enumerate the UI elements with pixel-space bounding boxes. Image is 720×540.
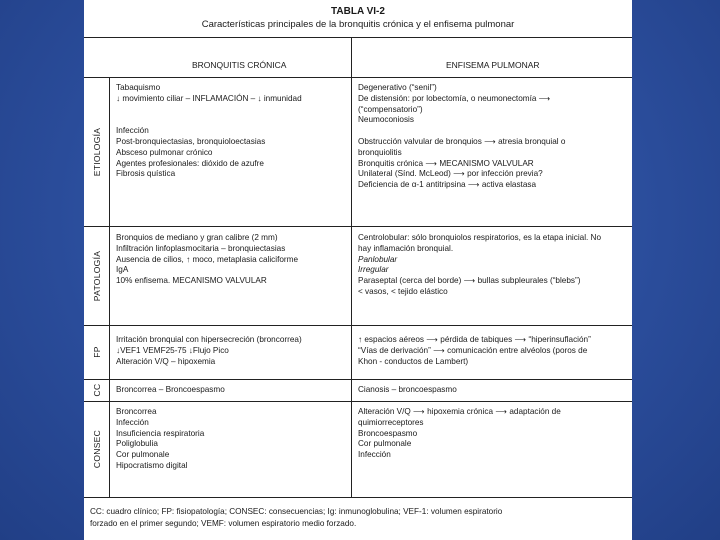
- patologia-enfisema-cell: [358, 233, 601, 298]
- cell-line: Post-bronquiectasias, bronquioloectasias: [116, 136, 266, 146]
- cell-line: (“compensatorio”): [358, 104, 423, 114]
- column-header-enfisema: ENFISEMA PULMONAR: [446, 60, 540, 70]
- cell-line: Cianosis – broncoespasmo: [358, 385, 457, 394]
- cell-line: Degenerativo (“senil”): [358, 83, 437, 92]
- patologia-bronquitis-cell: [116, 233, 298, 287]
- cell-line: ↑ espacios aéreos ⟶ pérdida de tabiques ⟶ “hiperinsuflación”: [358, 335, 591, 344]
- cell-line: Alteración V/Q ⟶ hipoxemia crónica ⟶ adaptación de: [358, 407, 561, 416]
- cell-line: Infección: [358, 450, 391, 460]
- cell-line: Infiltración linfoplasmocitaria – bronquiectasias: [116, 243, 286, 253]
- cell-line: Infección: [116, 126, 149, 136]
- rule-cc: [84, 401, 632, 402]
- cell-line: Khon - conductos de Lambert): [358, 356, 469, 366]
- cell-line: Paraseptal (cerca del borde) ⟶ bullas subpleurales (“blebs”): [358, 276, 581, 286]
- etiologia-enfisema-cell: [358, 83, 565, 191]
- cell-line: Broncorrea: [116, 407, 157, 416]
- cell-line: Broncoespasmo: [358, 428, 418, 438]
- cell-line: “Vías de derivación” ⟶ comunicación entre alvéolos (poros de: [358, 345, 588, 355]
- cell-line: Broncorrea – Broncoespasmo: [116, 385, 225, 394]
- cell-line: bronquiolitis: [358, 147, 402, 157]
- cell-line: Panlobular: [358, 254, 398, 264]
- fp-bronquitis-cell: [116, 335, 302, 367]
- rule-top: [84, 37, 632, 38]
- cell-line: Deficiencia de α-1 antitripsina ⟶ activa elastasa: [358, 180, 537, 190]
- table-title: TABLA VI-2: [331, 6, 385, 17]
- fp-enfisema-cell: [358, 335, 591, 367]
- cell-line: Agentes profesionales: dióxido de azufre: [116, 158, 264, 168]
- cc-bronquitis-cell: [116, 385, 225, 396]
- cell-line: Infección: [116, 417, 149, 427]
- row-label-patologia: PATOLOGÍA: [92, 250, 102, 302]
- cell-line: Obstrucción valvular de bronquios ⟶ atresia bronquial o: [358, 136, 566, 146]
- cell-line: Poliglobulia: [116, 439, 158, 449]
- table-footnote: [90, 506, 626, 530]
- cell-line: Tabaquismo: [116, 83, 161, 92]
- rule-header: [84, 77, 632, 78]
- cell-line: < vasos, < tejido elástico: [358, 286, 448, 296]
- cell-line: Neumoconiosis: [358, 115, 414, 125]
- cell-line: Centrolobular: sólo bronquiolos respiratorios, es la etapa inicial. No: [358, 233, 602, 242]
- cell-line: Irritación bronquial con hipersecreción (broncorrea): [116, 335, 302, 344]
- cell-line: Unilateral (Sínd. McLeod) ⟶ por infección previa?: [358, 169, 543, 179]
- footnote-line: CC: cuadro clínico; FP: fisiopatología; CONSEC: consecuencias; Ig: inmunoglobulina; VEF-1: volumen espiratorio: [90, 507, 503, 516]
- rule-patologia: [84, 325, 632, 326]
- cell-line: Cor pulmonale: [116, 450, 170, 460]
- etiologia-bronquitis-cell: [116, 83, 302, 180]
- cell-line: De distensión: por lobectomía, o neumonectomía ⟶: [358, 93, 551, 103]
- table-subtitle: Características principales de la bronquitis crónica y el enfisema pulmonar: [201, 19, 515, 30]
- rule-fp: [84, 379, 632, 380]
- row-label-fp: FP: [92, 346, 102, 358]
- row-label-etiologia: ETIOLOGÍA: [92, 127, 102, 177]
- cell-line: quimiorreceptores: [358, 417, 424, 427]
- cell-line: Bronquios de mediano y gran calibre (2 mm): [116, 233, 278, 242]
- table-sheet: [84, 0, 632, 540]
- cc-enfisema-cell: [358, 385, 457, 396]
- cell-line: Hipocratismo digital: [116, 460, 188, 470]
- cell-line: 10% enfisema. MECANISMO VALVULAR: [116, 276, 267, 286]
- consec-bronquitis-cell: [116, 407, 204, 472]
- cell-line: IgA: [116, 265, 129, 275]
- cell-line: Insuficiencia respiratoria: [116, 428, 205, 438]
- rule-etiologia: [84, 226, 632, 227]
- cell-line: [358, 126, 565, 137]
- cell-line: Bronquitis crónica ⟶ MECANISMO VALVULAR: [358, 158, 534, 168]
- vrule-label: [109, 77, 110, 497]
- column-header-bronquitis: BRONQUITIS CRÓNICA: [192, 60, 287, 70]
- row-label-cc: CC: [92, 383, 102, 397]
- cell-line: Absceso pulmonar crónico: [116, 147, 213, 157]
- cell-line: [116, 115, 302, 126]
- cell-line: ↓ movimiento ciliar – INFLAMACIÓN – ↓ inmunidad: [116, 93, 302, 103]
- row-label-consec: CONSEC: [92, 429, 102, 469]
- cell-line: Cor pulmonale: [358, 439, 412, 449]
- cell-line: ↓VEF1 VEMF25-75 ↓Flujo Pico: [116, 345, 229, 355]
- consec-enfisema-cell: [358, 407, 561, 461]
- footnote-line: forzado en el primer segundo; VEMF: volumen espiratorio medio forzado.: [90, 519, 357, 528]
- cell-line: hay inflamación bronquial.: [358, 243, 454, 253]
- cell-line: [116, 105, 302, 116]
- cell-line: Ausencia de cilios, ↑ moco, metaplasia caliciforme: [116, 254, 299, 264]
- cell-line: Irregular: [358, 265, 389, 275]
- cell-line: Fibrosis quística: [116, 169, 176, 179]
- rule-consec: [84, 497, 632, 498]
- vrule-center: [351, 37, 352, 497]
- cell-line: Alteración V/Q – hipoxemia: [116, 356, 216, 366]
